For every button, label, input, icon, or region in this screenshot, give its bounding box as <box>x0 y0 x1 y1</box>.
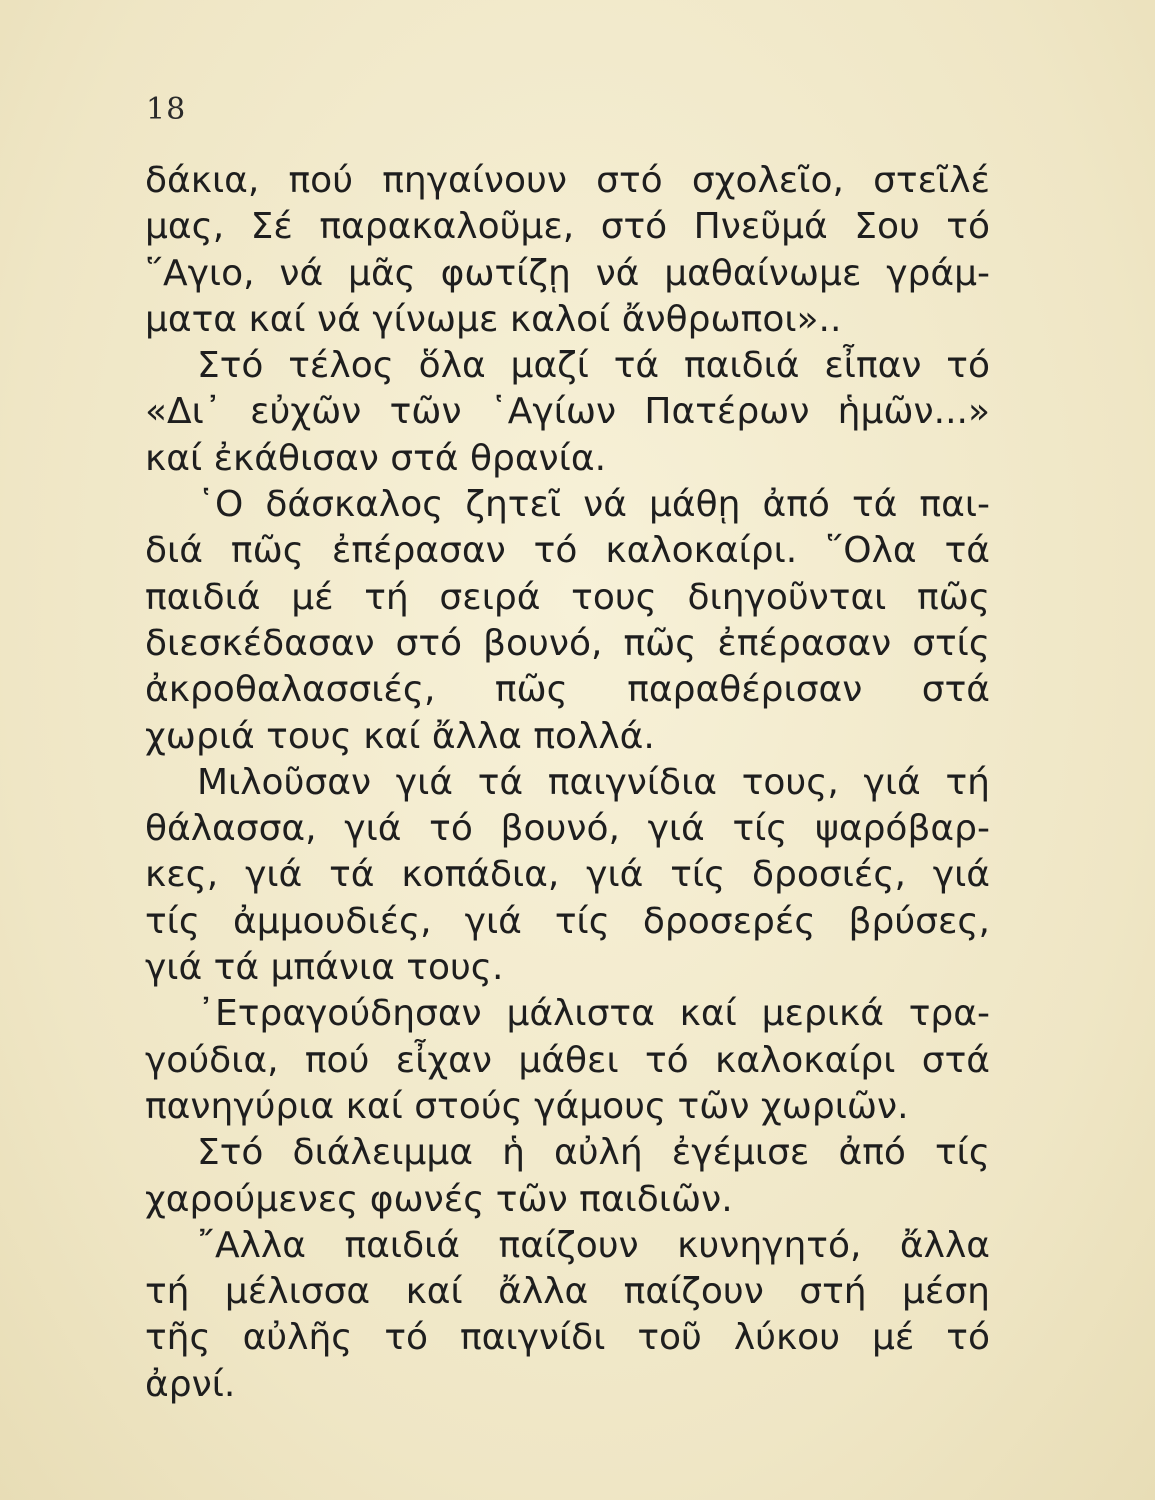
text-line: Στό διάλειμμα ἡ αὐλή ἐγέμισε ἀπό τίς <box>197 1132 990 1174</box>
text-line: ᾽Ετραγούδησαν μάλιστα καί μερικά τρα- <box>197 993 990 1035</box>
text-line: γούδια, πού εἶχαν μάθει τό καλοκαίρι στά <box>145 1039 990 1081</box>
text-line: τή μέλισσα καί ἄλλα παίζουν στή μέση <box>145 1271 990 1313</box>
text-line: Στό τέλος ὅλα μαζί τά παιδιά εἶπαν τό <box>197 345 990 387</box>
text-line: διά πῶς ἐπέρασαν τό καλοκαίρι. ῞Ολα τά <box>145 530 990 572</box>
text-line: κες, γιά τά κοπάδια, γιά τίς δροσιές, γιά <box>145 854 990 896</box>
text-line: χωριά τους καί ἄλλα πολλά. <box>145 715 655 757</box>
text-line: καί ἐκάθισαν στά θρανία. <box>145 437 607 479</box>
page-number: 18 <box>146 92 187 127</box>
text-line: γιά τά μπάνια τους. <box>145 947 504 989</box>
text-line: ματα καί νά γίνωμε καλοί ἄνθρωποι».. <box>145 298 842 340</box>
text-line: δάκια, πού πηγαίνουν στό σχολεῖο, στεῖλέ <box>145 160 990 201</box>
text-line: παιδιά μέ τή σειρά τους διηγοῦνται πῶς <box>145 576 990 618</box>
text-line: χαρούμενες φωνές τῶν παιδιῶν. <box>145 1178 733 1220</box>
text-line: ἀρνί. <box>145 1363 236 1405</box>
text-line: πανηγύρια καί στούς γάμους τῶν χωριῶν. <box>145 1085 909 1127</box>
text-line: τίς ἀμμουδιές, γιά τίς δροσερές βρύσες, <box>145 900 990 942</box>
text-line: διεσκέδασαν στό βουνό, πῶς ἐπέρασαν στίς <box>145 622 990 664</box>
text-line: ῎Αλλα παιδιά παίζουν κυνηγητό, ἄλλα <box>197 1224 990 1266</box>
text-line: τῆς αὐλῆς τό παιγνίδι τοῦ λύκου μέ τό <box>145 1317 990 1359</box>
text-line: Μιλοῦσαν γιά τά παιγνίδια τους, γιά τή <box>197 761 990 803</box>
text-line: «Δι᾽ εὐχῶν τῶν ῾Αγίων Πατέρων ἡμῶν...» <box>145 391 990 433</box>
text-line: ῞Αγιο, νά μᾶς φωτίζῃ νά μαθαίνωμε γράμ- <box>145 252 990 294</box>
text-line: θάλασσα, γιά τό βουνό, γιά τίς ψαρόβαρ- <box>145 808 990 850</box>
body-text <box>145 158 990 1408</box>
text-line: μας, Σέ παρακαλοῦμε, στό Πνεῦμά Σου τό <box>145 206 990 248</box>
text-line: ἀκροθαλασσιές, πῶς παραθέρισαν στά <box>145 669 990 711</box>
text-line: ῾Ο δάσκαλος ζητεῖ νά μάθῃ ἀπό τά παι- <box>197 484 990 526</box>
